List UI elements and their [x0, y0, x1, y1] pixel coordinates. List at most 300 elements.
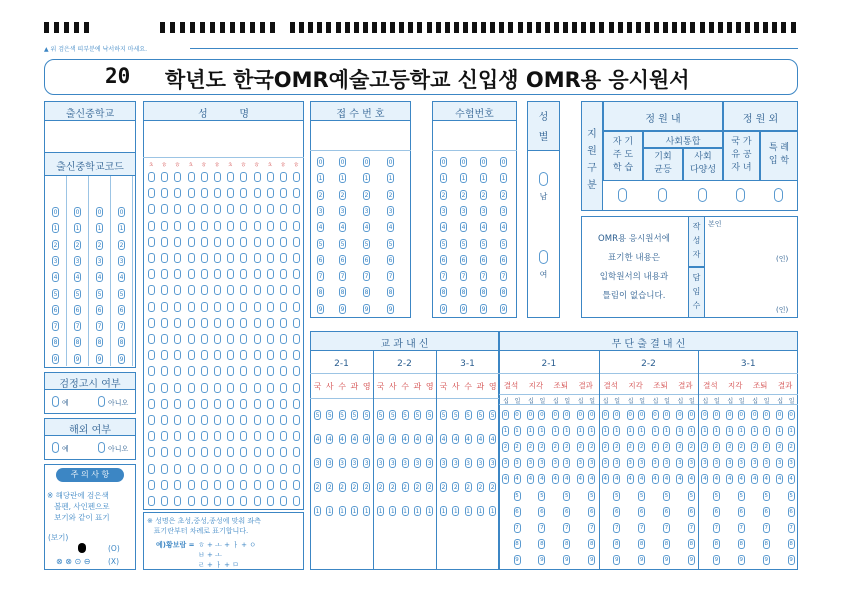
attendance-bubble[interactable]: 0: [503, 412, 508, 418]
school-code-col0-1[interactable]: 1: [53, 225, 58, 233]
attendance-bubble[interactable]: 0: [515, 412, 519, 418]
exam-col0-3[interactable]: 3: [441, 207, 446, 215]
name-bubble[interactable]: [267, 415, 274, 425]
name-bubble[interactable]: [148, 350, 155, 360]
name-bubble[interactable]: [161, 237, 168, 247]
attendance-bubble[interactable]: 3: [789, 460, 793, 467]
attendance-bubble[interactable]: 3: [528, 460, 533, 467]
name-bubble[interactable]: [240, 383, 247, 393]
ged-yes-bubble[interactable]: [52, 396, 59, 407]
name-bubble[interactable]: [280, 318, 287, 328]
attendance-bubble[interactable]: 3: [653, 460, 657, 467]
grade-bubble[interactable]: 5: [466, 412, 470, 419]
receipt-col0-5[interactable]: 5: [318, 240, 323, 248]
name-bubble[interactable]: [201, 318, 208, 328]
attendance-bubble[interactable]: 0: [540, 412, 544, 418]
attendance-bubble[interactable]: 6: [589, 508, 594, 515]
attendance-bubble[interactable]: 6: [639, 508, 644, 515]
attendance-bubble[interactable]: 1: [528, 428, 533, 435]
exam-col1-5[interactable]: 5: [461, 240, 466, 248]
name-bubble[interactable]: [227, 204, 234, 214]
name-bubble[interactable]: [254, 172, 261, 182]
school-code-col3-5[interactable]: 5: [119, 290, 124, 298]
name-bubble[interactable]: [280, 350, 287, 360]
attendance-bubble[interactable]: 6: [664, 508, 669, 515]
attendance-bubble[interactable]: 4: [678, 476, 682, 483]
attendance-bubble[interactable]: 6: [515, 508, 519, 515]
grade-bubble[interactable]: 1: [352, 508, 357, 515]
attendance-bubble[interactable]: 3: [739, 460, 744, 467]
name-bubble[interactable]: [174, 399, 181, 409]
receipt-col2-6[interactable]: 6: [364, 256, 369, 264]
attendance-bubble[interactable]: 1: [789, 428, 793, 435]
name-bubble[interactable]: [201, 285, 208, 295]
attendance-bubble[interactable]: 2: [664, 444, 669, 451]
name-bubble[interactable]: [214, 318, 221, 328]
name-bubble[interactable]: [174, 204, 181, 214]
attendance-bubble[interactable]: 8: [764, 540, 768, 547]
attendance-bubble[interactable]: 3: [553, 460, 558, 467]
school-code-col1-4[interactable]: 4: [75, 274, 80, 282]
grade-bubble[interactable]: 4: [364, 436, 369, 443]
name-bubble[interactable]: [267, 237, 274, 247]
name-bubble[interactable]: [161, 496, 168, 506]
grade-bubble[interactable]: 5: [490, 412, 495, 419]
name-bubble[interactable]: [254, 447, 261, 457]
grade-bubble[interactable]: 4: [478, 436, 483, 443]
name-bubble[interactable]: [174, 447, 181, 457]
name-bubble[interactable]: [227, 269, 234, 279]
receipt-col0-2[interactable]: 2: [318, 191, 323, 199]
name-bubble[interactable]: [174, 285, 181, 295]
attendance-bubble[interactable]: 8: [714, 540, 719, 547]
exam-col3-0[interactable]: 0: [501, 159, 506, 166]
attendance-bubble[interactable]: 1: [764, 428, 768, 435]
grade-bubble[interactable]: 1: [378, 508, 383, 515]
attendance-bubble[interactable]: 4: [752, 476, 757, 483]
attendance-bubble[interactable]: 3: [503, 460, 508, 467]
name-bubble[interactable]: [254, 480, 261, 490]
name-bubble[interactable]: [293, 237, 300, 247]
school-code-col1-3[interactable]: 3: [75, 257, 80, 265]
grade-bubble[interactable]: 4: [427, 436, 432, 443]
attendance-bubble[interactable]: 3: [578, 460, 582, 467]
attendance-bubble[interactable]: 1: [553, 428, 558, 435]
grade-bubble[interactable]: 2: [478, 484, 483, 491]
attendance-bubble[interactable]: 9: [639, 556, 644, 563]
attendance-bubble[interactable]: 2: [553, 444, 558, 451]
attendance-bubble[interactable]: 4: [628, 476, 632, 483]
attendance-bubble[interactable]: 2: [689, 444, 694, 451]
attendance-bubble[interactable]: 3: [664, 460, 669, 467]
receipt-col2-7[interactable]: 7: [364, 273, 369, 281]
grade-bubble[interactable]: 2: [352, 484, 357, 491]
name-bubble[interactable]: [174, 269, 181, 279]
school-code-col0-6[interactable]: 6: [53, 306, 58, 314]
attendance-bubble[interactable]: 1: [728, 428, 732, 435]
grade-bubble[interactable]: 1: [478, 508, 483, 515]
exam-col2-5[interactable]: 5: [481, 240, 486, 248]
attendance-bubble[interactable]: 2: [678, 444, 682, 451]
name-bubble[interactable]: [161, 172, 168, 182]
name-bubble[interactable]: [293, 269, 300, 279]
attendance-bubble[interactable]: 4: [764, 476, 768, 483]
exam-col2-4[interactable]: 4: [481, 224, 486, 232]
name-bubble[interactable]: [161, 334, 168, 344]
name-bubble[interactable]: [293, 221, 300, 231]
grade-bubble[interactable]: 4: [415, 436, 420, 443]
gender-female-bubble[interactable]: [539, 250, 548, 264]
grade-bubble[interactable]: 1: [415, 508, 420, 515]
receipt-col0-0[interactable]: 0: [318, 159, 323, 166]
name-bubble[interactable]: [280, 334, 287, 344]
attendance-bubble[interactable]: 4: [664, 476, 669, 483]
attendance-bubble[interactable]: 7: [714, 524, 719, 531]
grade-bubble[interactable]: 4: [403, 436, 407, 443]
school-code-col3-4[interactable]: 4: [119, 274, 124, 282]
apply-self-driven-bubble[interactable]: [618, 188, 627, 202]
attendance-bubble[interactable]: 2: [639, 444, 644, 451]
grade-bubble[interactable]: 2: [403, 484, 407, 491]
name-bubble[interactable]: [214, 366, 221, 376]
name-bubble[interactable]: [293, 383, 300, 393]
name-bubble[interactable]: [240, 366, 247, 376]
name-bubble[interactable]: [254, 253, 261, 263]
name-bubble[interactable]: [240, 221, 247, 231]
receipt-col2-2[interactable]: 2: [364, 191, 369, 199]
name-bubble[interactable]: [174, 237, 181, 247]
grade-bubble[interactable]: 3: [364, 460, 369, 467]
name-bubble[interactable]: [201, 237, 208, 247]
attendance-bubble[interactable]: 9: [664, 556, 669, 563]
name-bubble[interactable]: [240, 302, 247, 312]
name-bubble[interactable]: [201, 302, 208, 312]
attendance-bubble[interactable]: 7: [639, 524, 644, 531]
name-bubble[interactable]: [148, 302, 155, 312]
exam-col1-7[interactable]: 7: [461, 273, 466, 281]
school-code-col2-9[interactable]: 9: [97, 355, 102, 363]
attendance-bubble[interactable]: 8: [739, 540, 744, 547]
attendance-bubble[interactable]: 1: [578, 428, 582, 435]
school-code-col1-9[interactable]: 9: [75, 355, 80, 363]
grade-bubble[interactable]: 3: [490, 460, 495, 467]
attendance-bubble[interactable]: 4: [777, 476, 782, 483]
school-code-col1-0[interactable]: 0: [75, 209, 80, 216]
name-bubble[interactable]: [267, 383, 274, 393]
school-code-col2-2[interactable]: 2: [97, 241, 102, 249]
attendance-bubble[interactable]: 2: [515, 444, 519, 451]
attendance-bubble[interactable]: 7: [789, 524, 793, 531]
name-bubble[interactable]: [148, 253, 155, 263]
name-bubble[interactable]: [254, 285, 261, 295]
attendance-bubble[interactable]: 3: [614, 460, 619, 467]
exam-col0-4[interactable]: 4: [441, 224, 446, 232]
attendance-bubble[interactable]: 4: [578, 476, 582, 483]
grade-bubble[interactable]: 5: [415, 412, 420, 419]
attendance-bubble[interactable]: 0: [678, 412, 682, 418]
attendance-bubble[interactable]: 4: [728, 476, 732, 483]
grade-bubble[interactable]: 3: [315, 460, 320, 467]
name-bubble[interactable]: [267, 221, 274, 231]
attendance-bubble[interactable]: 3: [678, 460, 682, 467]
receipt-col0-7[interactable]: 7: [318, 273, 323, 281]
attendance-bubble[interactable]: 0: [614, 412, 619, 418]
name-bubble[interactable]: [188, 496, 195, 506]
receipt-col0-6[interactable]: 6: [318, 256, 323, 264]
receipt-col3-8[interactable]: 8: [388, 289, 393, 297]
name-bubble[interactable]: [280, 399, 287, 409]
name-bubble[interactable]: [148, 334, 155, 344]
exam-col1-9[interactable]: 9: [461, 305, 466, 313]
grade-bubble[interactable]: 1: [327, 508, 332, 515]
name-bubble[interactable]: [161, 464, 168, 474]
name-bubble[interactable]: [174, 480, 181, 490]
name-bubble[interactable]: [280, 383, 287, 393]
attendance-bubble[interactable]: 5: [639, 492, 644, 499]
grade-bubble[interactable]: 2: [441, 484, 446, 491]
attendance-bubble[interactable]: 4: [689, 476, 694, 483]
name-bubble[interactable]: [214, 496, 221, 506]
name-bubble[interactable]: [227, 334, 234, 344]
attendance-bubble[interactable]: 3: [689, 460, 694, 467]
name-bubble[interactable]: [240, 334, 247, 344]
exam-col2-7[interactable]: 7: [481, 273, 486, 281]
attendance-bubble[interactable]: 1: [703, 428, 707, 435]
receipt-col2-9[interactable]: 9: [364, 305, 369, 313]
grade-bubble[interactable]: 1: [466, 508, 470, 515]
grade-bubble[interactable]: 2: [466, 484, 470, 491]
attendance-bubble[interactable]: 4: [540, 476, 544, 483]
exam-col3-6[interactable]: 6: [501, 256, 506, 264]
name-bubble[interactable]: [214, 221, 221, 231]
name-bubble[interactable]: [188, 318, 195, 328]
name-bubble[interactable]: [201, 204, 208, 214]
name-bubble[interactable]: [293, 172, 300, 182]
name-bubble[interactable]: [174, 350, 181, 360]
name-bubble[interactable]: [240, 204, 247, 214]
exam-col1-4[interactable]: 4: [461, 224, 466, 232]
name-bubble[interactable]: [214, 464, 221, 474]
name-bubble[interactable]: [267, 480, 274, 490]
name-bubble[interactable]: [240, 237, 247, 247]
attendance-bubble[interactable]: 0: [628, 412, 632, 418]
name-bubble[interactable]: [267, 302, 274, 312]
attendance-bubble[interactable]: 2: [578, 444, 582, 451]
name-bubble[interactable]: [148, 447, 155, 457]
school-code-col0-4[interactable]: 4: [53, 274, 58, 282]
attendance-bubble[interactable]: 9: [689, 556, 694, 563]
name-bubble[interactable]: [254, 415, 261, 425]
grade-bubble[interactable]: 2: [327, 484, 332, 491]
attendance-bubble[interactable]: 6: [565, 508, 569, 515]
attendance-bubble[interactable]: 9: [764, 556, 768, 563]
grade-bubble[interactable]: 5: [441, 412, 446, 419]
name-bubble[interactable]: [214, 334, 221, 344]
attendance-bubble[interactable]: 7: [664, 524, 669, 531]
receipt-col2-1[interactable]: 1: [364, 175, 369, 183]
name-bubble[interactable]: [161, 302, 168, 312]
name-bubble[interactable]: [254, 318, 261, 328]
name-bubble[interactable]: [188, 350, 195, 360]
name-bubble[interactable]: [188, 334, 195, 344]
exam-col1-0[interactable]: 0: [461, 159, 466, 166]
name-bubble[interactable]: [293, 253, 300, 263]
school-code-col2-8[interactable]: 8: [97, 339, 102, 347]
receipt-col3-4[interactable]: 4: [388, 224, 393, 232]
receipt-col1-3[interactable]: 3: [340, 207, 345, 215]
exam-col2-2[interactable]: 2: [481, 191, 486, 199]
name-bubble[interactable]: [161, 480, 168, 490]
name-bubble[interactable]: [214, 431, 221, 441]
exam-col2-8[interactable]: 8: [481, 289, 486, 297]
abroad-yes-bubble[interactable]: [52, 442, 59, 453]
name-bubble[interactable]: [188, 399, 195, 409]
name-bubble[interactable]: [280, 302, 287, 312]
attendance-bubble[interactable]: 3: [777, 460, 782, 467]
exam-col2-1[interactable]: 1: [481, 175, 486, 183]
receipt-col3-7[interactable]: 7: [388, 273, 393, 281]
school-code-col2-0[interactable]: 0: [97, 209, 102, 216]
name-bubble[interactable]: [267, 188, 274, 198]
attendance-bubble[interactable]: 8: [540, 540, 544, 547]
name-bubble[interactable]: [148, 480, 155, 490]
name-bubble[interactable]: [227, 172, 234, 182]
name-bubble[interactable]: [240, 431, 247, 441]
attendance-bubble[interactable]: 5: [714, 492, 719, 499]
receipt-col1-2[interactable]: 2: [340, 191, 345, 199]
name-bubble[interactable]: [214, 350, 221, 360]
attendance-bubble[interactable]: 2: [752, 444, 757, 451]
name-bubble[interactable]: [174, 221, 181, 231]
grade-bubble[interactable]: 3: [453, 460, 458, 467]
name-bubble[interactable]: [267, 464, 274, 474]
name-bubble[interactable]: [174, 334, 181, 344]
name-bubble[interactable]: [254, 237, 261, 247]
name-bubble[interactable]: [174, 302, 181, 312]
attendance-bubble[interactable]: 0: [664, 412, 669, 418]
abroad-no-bubble[interactable]: [98, 442, 105, 453]
attendance-bubble[interactable]: 5: [565, 492, 569, 499]
name-bubble[interactable]: [188, 172, 195, 182]
attendance-bubble[interactable]: 2: [764, 444, 768, 451]
school-code-col0-9[interactable]: 9: [53, 355, 58, 363]
name-bubble[interactable]: [254, 302, 261, 312]
grade-bubble[interactable]: 3: [478, 460, 483, 467]
grade-bubble[interactable]: 1: [390, 508, 395, 515]
attendance-bubble[interactable]: 5: [664, 492, 669, 499]
attendance-bubble[interactable]: 7: [739, 524, 744, 531]
attendance-bubble[interactable]: 9: [565, 556, 569, 563]
exam-col1-1[interactable]: 1: [461, 175, 466, 183]
receipt-col3-1[interactable]: 1: [388, 175, 393, 183]
name-bubble[interactable]: [254, 383, 261, 393]
school-code-col3-2[interactable]: 2: [119, 241, 124, 249]
grade-bubble[interactable]: 5: [453, 412, 458, 419]
name-bubble[interactable]: [254, 188, 261, 198]
attendance-bubble[interactable]: 8: [515, 540, 519, 547]
name-bubble[interactable]: [188, 383, 195, 393]
attendance-bubble[interactable]: 2: [540, 444, 544, 451]
grade-bubble[interactable]: 3: [378, 460, 383, 467]
grade-bubble[interactable]: 3: [327, 460, 332, 467]
name-bubble[interactable]: [280, 269, 287, 279]
name-bubble[interactable]: [240, 447, 247, 457]
name-bubble[interactable]: [188, 431, 195, 441]
attendance-bubble[interactable]: 5: [764, 492, 768, 499]
name-bubble[interactable]: [214, 269, 221, 279]
attendance-bubble[interactable]: 3: [728, 460, 732, 467]
grade-bubble[interactable]: 2: [340, 484, 344, 491]
name-bubble[interactable]: [227, 383, 234, 393]
name-bubble[interactable]: [161, 431, 168, 441]
grade-bubble[interactable]: 1: [490, 508, 495, 515]
name-bubble[interactable]: [267, 318, 274, 328]
grade-bubble[interactable]: 3: [390, 460, 395, 467]
exam-col0-7[interactable]: 7: [441, 273, 446, 281]
name-bubble[interactable]: [293, 431, 300, 441]
name-bubble[interactable]: [240, 188, 247, 198]
name-bubble[interactable]: [188, 366, 195, 376]
school-code-col3-0[interactable]: 0: [119, 209, 124, 216]
name-bubble[interactable]: [214, 188, 221, 198]
name-bubble[interactable]: [227, 350, 234, 360]
grade-bubble[interactable]: 2: [453, 484, 458, 491]
grade-bubble[interactable]: 5: [378, 412, 383, 419]
exam-col2-3[interactable]: 3: [481, 207, 486, 215]
name-bubble[interactable]: [148, 285, 155, 295]
exam-col2-0[interactable]: 0: [481, 159, 486, 166]
receipt-col2-3[interactable]: 3: [364, 207, 369, 215]
name-bubble[interactable]: [240, 285, 247, 295]
attendance-bubble[interactable]: 3: [639, 460, 644, 467]
name-bubble[interactable]: [201, 496, 208, 506]
grade-bubble[interactable]: 4: [378, 436, 383, 443]
name-bubble[interactable]: [201, 334, 208, 344]
name-bubble[interactable]: [293, 447, 300, 457]
attendance-bubble[interactable]: 1: [589, 428, 594, 435]
name-bubble[interactable]: [188, 302, 195, 312]
attendance-bubble[interactable]: 1: [540, 428, 544, 435]
name-bubble[interactable]: [214, 383, 221, 393]
name-bubble[interactable]: [227, 464, 234, 474]
name-bubble[interactable]: [254, 350, 261, 360]
attendance-bubble[interactable]: 0: [752, 412, 757, 418]
name-bubble[interactable]: [254, 431, 261, 441]
grade-bubble[interactable]: 1: [340, 508, 344, 515]
attendance-bubble[interactable]: 3: [703, 460, 707, 467]
grade-bubble[interactable]: 5: [403, 412, 407, 419]
name-bubble[interactable]: [148, 366, 155, 376]
receipt-col2-8[interactable]: 8: [364, 289, 369, 297]
attendance-bubble[interactable]: 6: [739, 508, 744, 515]
grade-bubble[interactable]: 1: [441, 508, 446, 515]
name-bubble[interactable]: [267, 447, 274, 457]
attendance-bubble[interactable]: 4: [589, 476, 594, 483]
name-bubble[interactable]: [201, 415, 208, 425]
school-code-col0-7[interactable]: 7: [53, 323, 58, 331]
grade-bubble[interactable]: 3: [441, 460, 446, 467]
name-bubble[interactable]: [174, 366, 181, 376]
exam-col1-3[interactable]: 3: [461, 207, 466, 215]
name-bubble[interactable]: [161, 318, 168, 328]
grade-bubble[interactable]: 4: [327, 436, 332, 443]
attendance-bubble[interactable]: 8: [664, 540, 669, 547]
name-bubble[interactable]: [293, 285, 300, 295]
attendance-bubble[interactable]: 1: [565, 428, 569, 435]
name-bubble[interactable]: [201, 221, 208, 231]
name-bubble[interactable]: [227, 496, 234, 506]
grade-bubble[interactable]: 1: [364, 508, 369, 515]
